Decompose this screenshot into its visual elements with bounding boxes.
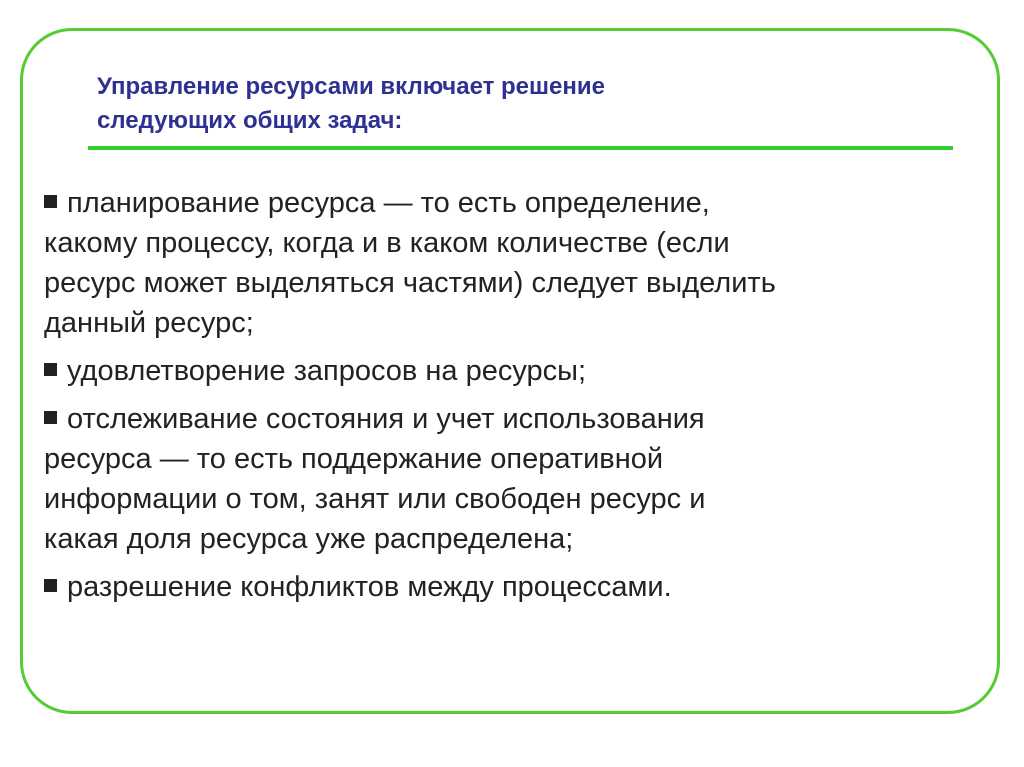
bullet-line: [44, 351, 964, 391]
bullet-text: удовлетворение запросов на ресурсы;: [67, 355, 587, 387]
bullet-line: данный ресурс;: [44, 307, 254, 339]
title-line: следующих общих задач:: [97, 107, 403, 134]
bullet-item-planning: [44, 183, 964, 343]
slide-title: [97, 70, 957, 138]
square-bullet-icon: [44, 195, 57, 208]
bullet-item-requests: [44, 351, 964, 391]
bullet-item-tracking: [44, 399, 964, 559]
title-underline: [88, 146, 953, 150]
bullet-line: [44, 183, 964, 223]
title-line: Управление ресурсами включает решение: [97, 73, 605, 100]
bullet-line: [44, 567, 964, 607]
square-bullet-icon: [44, 579, 57, 592]
bullet-text: планирование ресурса — то есть определение,: [67, 187, 710, 219]
square-bullet-icon: [44, 411, 57, 424]
bullet-line: какая доля ресурса уже распределена;: [44, 523, 574, 555]
bullet-item-conflicts: [44, 567, 964, 607]
bullet-line: ресурса — то есть поддержание оперативной: [44, 443, 664, 475]
bullet-line: информации о том, занят или свободен ресурс и: [44, 483, 706, 515]
bullet-line: ресурс может выделяться частями) следует выделить: [44, 267, 776, 299]
square-bullet-icon: [44, 363, 57, 376]
bullet-list: [44, 183, 964, 615]
bullet-text: разрешение конфликтов между процессами.: [67, 571, 672, 603]
bullet-text: отслеживание состояния и учет использования: [67, 403, 705, 435]
bullet-line: [44, 399, 964, 439]
bullet-line: какому процессу, когда и в каком количестве (если: [44, 227, 730, 259]
